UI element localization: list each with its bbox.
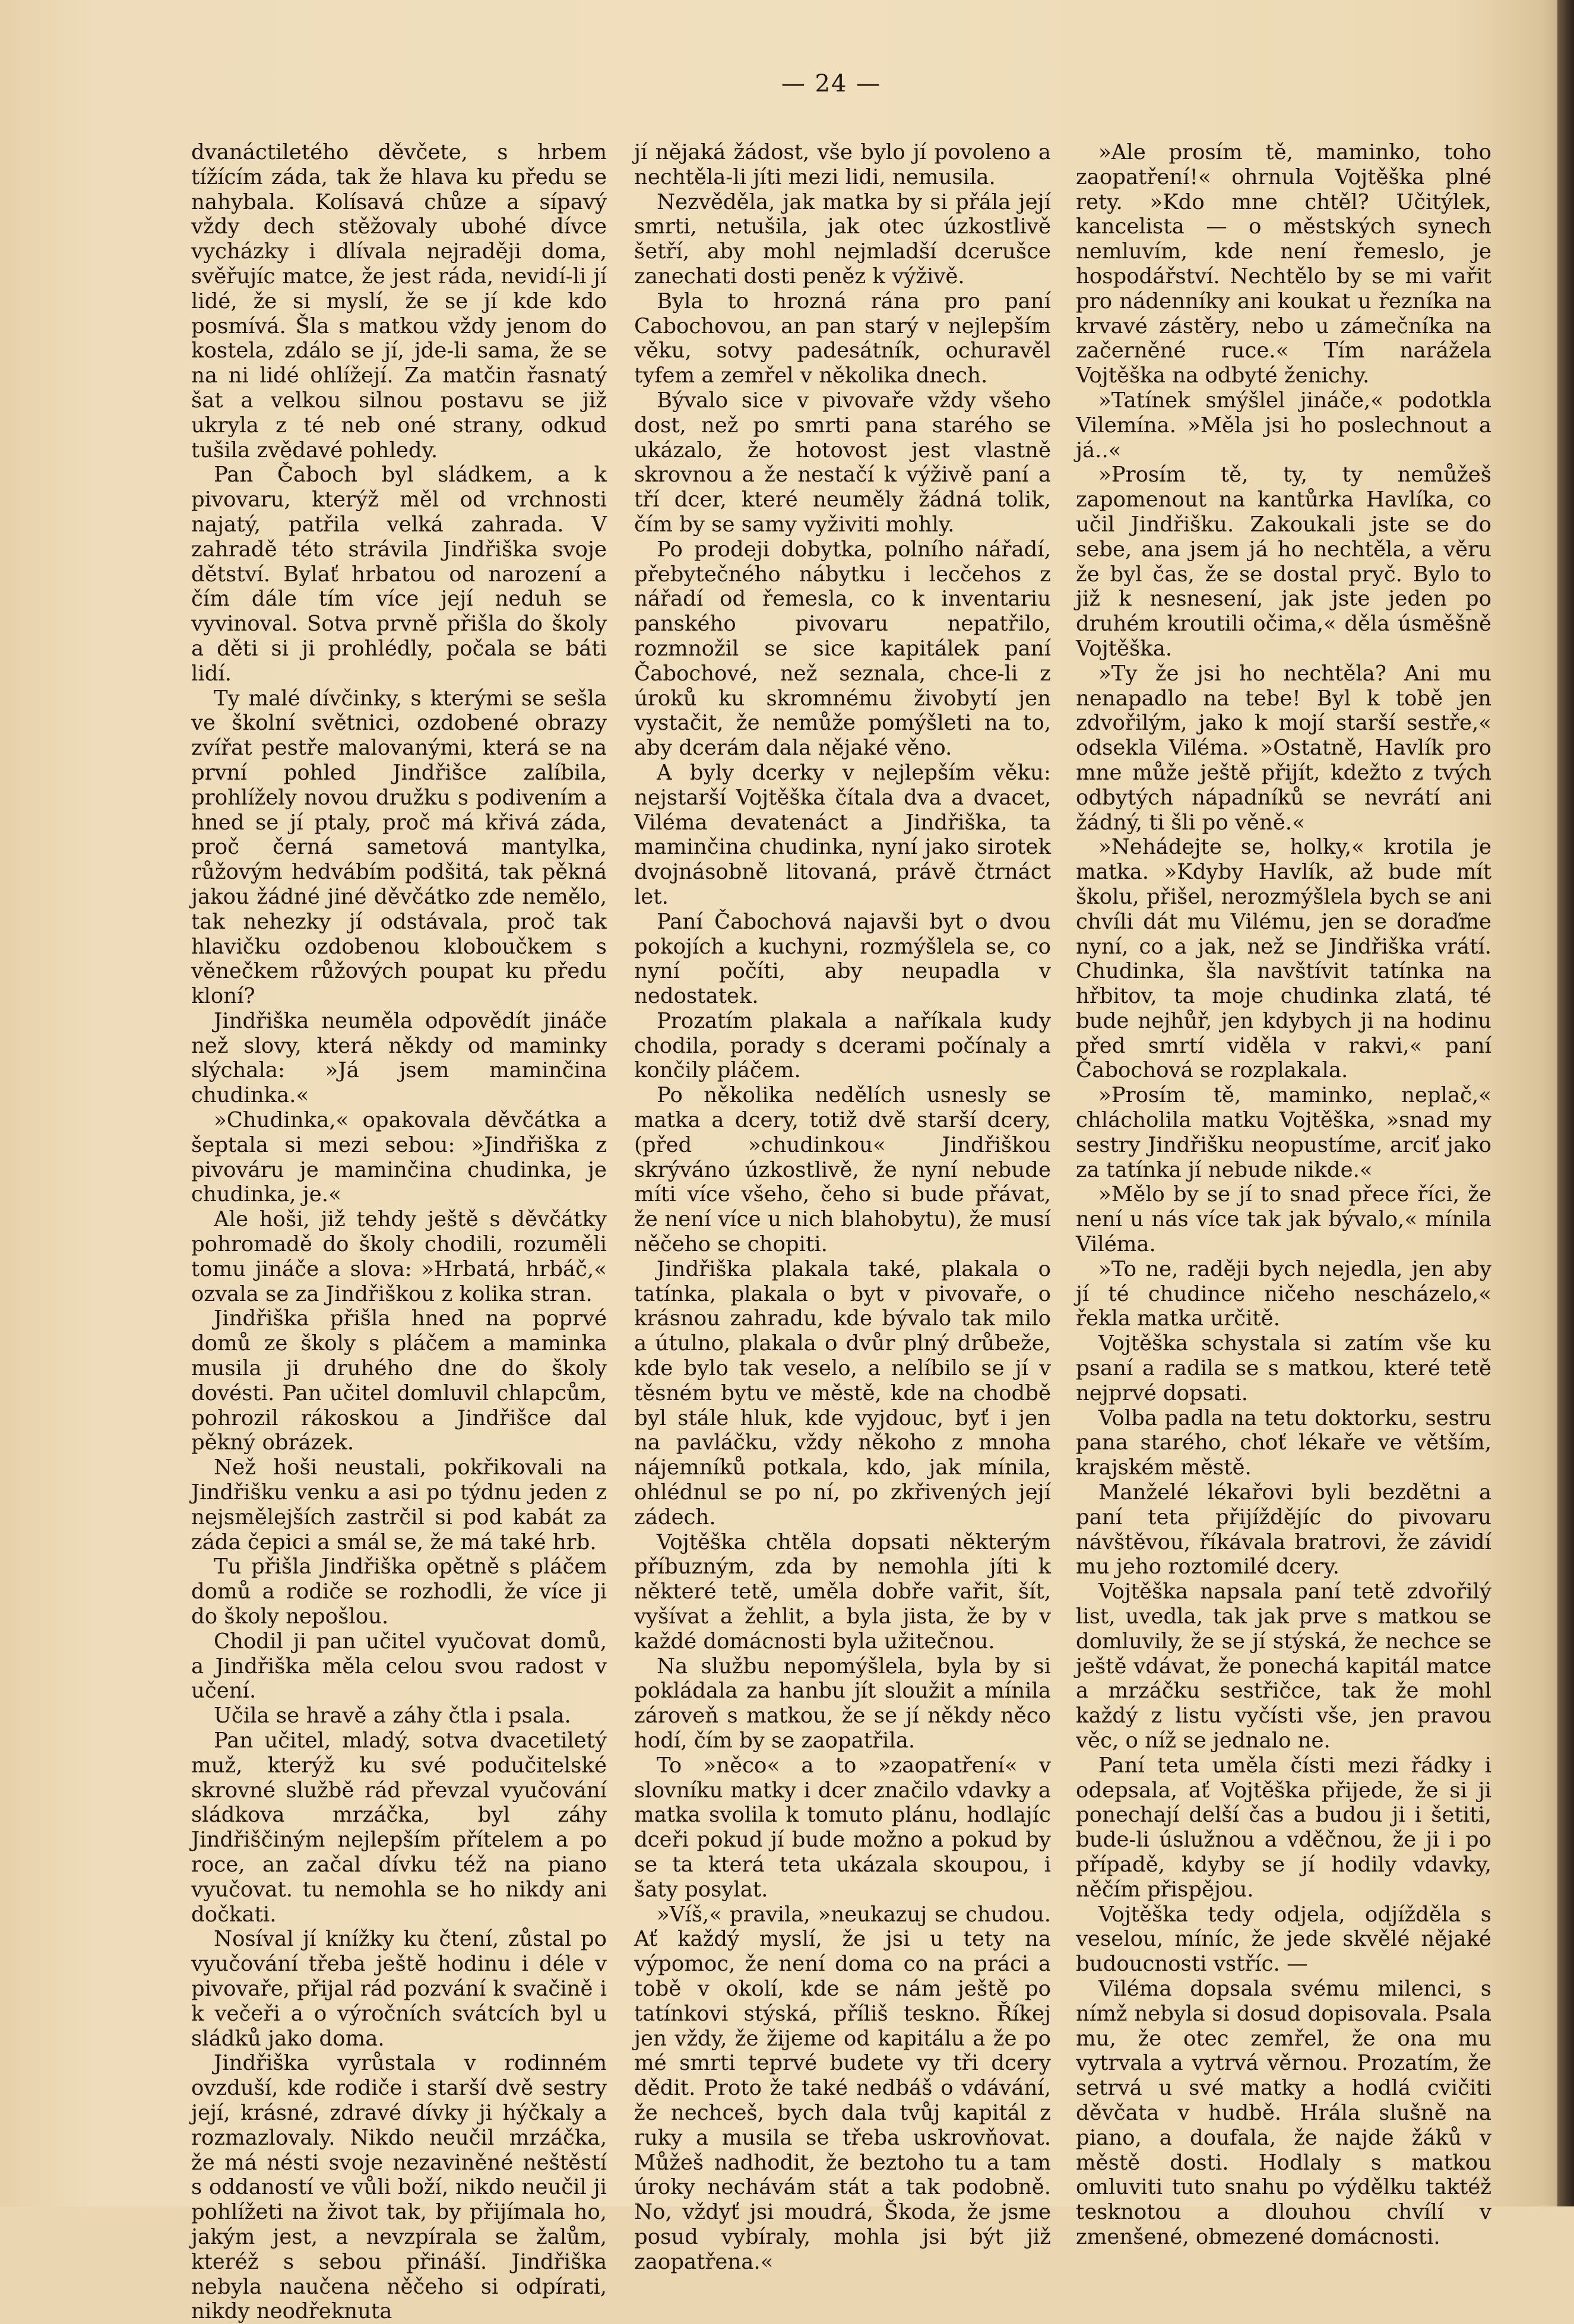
paragraph: Jindřiška plakala také, plakala o tatínka, plakala o byt v pivovaře, o krásnou zahradu, kde bývalo tak milo a útulno, plakala o dvůr plný drůbeže, kde bylo tak veselo, a nelíbilo se jí v těsném bytu ve městě, kde na chodbě byl stále hluk, kde vyjdouc, byť i jen na pavláčku, vždy někoho z mnoha nájemníků potkala, kdo, jak mínila, ohlédnul se po ní, po zkřivených její zádech. — [634, 1256, 1051, 1530]
paragraph: »Víš,« pravila, »neukazuj se chudou. Ať každý myslí, že jsi u tety na výpomoc, že není doma co na práci a tobě v okolí, kde se nám ještě po tatínkovi stýská, příliš teskno. Říkej jen vždy, že žijeme od kapitálu a že po mé smrti teprvé budete vy tři dcery dědit. Proto že také nedbáš o vdávání, že nechceš, bych dala tvůj kapitál z ruky a musila se třeba uskrovňovat. Můžeš nadhodit, že beztoho tu a tam úroky nechávám stát a tak podobně. No, vždyť jsi moudrá, Škoda, že jsme posud vybíraly, mohla jsi být již zaopatřena.« — [634, 1902, 1051, 2274]
paragraph: Vojtěška napsala paní tetě zdvořilý list, uvedla, tak jak prve s matkou se domluvily, že se jí stýská, že nechce se ještě vdávat, že ponechá kapitál matce a mrzáčku sestřičce, tak že mohl každý z listu vyčísti vše, jen pravou věc, o níž se jednalo ne. — [1076, 1579, 1491, 1753]
paragraph: Nezvěděla, jak matka by si přála její smrti, netušila, jak otec úzkostlivě šetří, aby mohl nejmladší dcerušce zanechati dosti peněz k výživě. — [634, 189, 1051, 289]
text-column-left — [191, 140, 607, 2324]
page-edge-shadow — [1557, 0, 1574, 2206]
paragraph: Byla to hrozná rána pro paní Cabochovou, an pan starý v nejlepším věku, sotvy padesátník, ochuravěl tyfem a zemřel v několika dnech. — [634, 289, 1051, 388]
paragraph: Po několika nedělích usnesly se matka a dcery, totiž dvě starší dcery, (před »chudinkou« Jindřiškou skrýváno úzkostlivě, že nyní nebude míti více všeho, čeho si bude přávat, že není více u nich blahobytu), že musí něčeho se chopiti. — [634, 1083, 1051, 1257]
paragraph: »Prosím tě, maminko, neplač,« chlácholila matku Vojtěška, »snad my sestry Jindřišku neopustíme, arciť jako za tatínka jí nebude nikde.« — [1076, 1083, 1491, 1182]
paragraph: jí nějaká žádost, vše bylo jí povoleno a nechtěla-li jíti mezi lidi, nemusila. — [634, 140, 1051, 189]
paragraph: Jindřiška neuměla odpovědít jináče než slovy, která někdy od maminky slýchala: »Já jsem maminčina chudinka.« — [191, 1008, 607, 1108]
paragraph: Ty malé dívčinky, s kterými se sešla ve školní světnici, ozdobené obrazy zvířat pestře malovanými, která se na první pohled Jindřišce zalíbila, prohlížely novou družku s podivením a hned se jí ptaly, proč má křivá záda, proč černá sametová mantylka, růžovým hedvábím podšitá, tak pěkná jakou žádné jiné děvčátko zde nemělo, tak nehezky jí odstávala, proč tak hlavičku ozdobenou kloboučkem s věnečkem růžových poupat ku předu kloní? — [191, 686, 607, 1009]
text-column-middle — [634, 140, 1051, 2275]
paragraph: Jindřiška přišla hned na poprvé domů ze školy s pláčem a maminka musila ji druhého dne do školy dovésti. Pan učitel domluvil chlapcům, pohrozil rákoskou a Jindřišce dal pěkný obrázek. — [191, 1306, 607, 1455]
text-column-right — [1076, 140, 1491, 2250]
paragraph: Než hoši neustali, pokřikovali na Jindřišku venku a asi po týdnu jeden z nejsmělejších zastrčil si pod kabát za záda čepici a smál se, že má také hrb. — [191, 1455, 607, 1554]
paragraph: Vojtěška tedy odjela, odjížděla s veselou, míníc, že jede skvělé nějaké budoucnosti vstříc. — — [1076, 1902, 1491, 1977]
paragraph: Volba padla na tetu doktorku, sestru pana starého, choť lékaře ve větším, krajském městě. — [1076, 1405, 1491, 1480]
paragraph: Vojtěška schystala si zatím vše ku psaní a radila se s matkou, které tetě nejprvé dopsati. — [1076, 1331, 1491, 1405]
paragraph: »Tatínek smýšlel jináče,« podotkla Vilemína. »Měla jsi ho poslechnout a já..« — [1076, 388, 1491, 463]
paragraph: »Ty že jsi ho nechtěla? Ani mu nenapadlo na tebe! Byl k tobě jen zdvořilým, jako k mojí starší sestře,« odsekla Viléma. »Ostatně, Havlík pro mne může ještě přijít, kdežto z tvých odbytých nápadníků se nevrátí ani žádný, ti šli po věně.« — [1076, 661, 1491, 835]
paragraph: Nosíval jí knížky ku čtení, zůstal po vyučování třeba ještě hodinu i déle v pivovaře, přijal rád pozvání k svačině i k večeři a o výročních svátcích byl u sládků jako doma. — [191, 1927, 607, 2051]
paragraph: »Chudinka,« opakovala děvčátka a šeptala si mezi sebou: »Jindřiška z pivováru je maminčina chudinka, je chudinka, je.« — [191, 1108, 607, 1207]
paragraph: Tu přišla Jindřiška opětně s pláčem domů a rodiče se rozhodli, že více ji do školy nepošlou. — [191, 1554, 607, 1629]
paragraph: »Mělo by se jí to snad přece říci, že není u nás více tak jak bývalo,« mínila Viléma. — [1076, 1182, 1491, 1257]
paragraph: Prozatím plakala a naříkala kudy chodila, porady s dcerami počínaly a končily pláčem. — [634, 1008, 1051, 1083]
paragraph: Ale hoši, již tehdy ještě s děvčátky pohromadě do školy chodili, rozuměli tomu jináče a slova: »Hrbatá, hrbáč,« ozvala se za Jindřiškou z kolika stran. — [191, 1207, 607, 1306]
paragraph: Manželé lékařovi byli bezdětni a paní teta přijíždějíc do pivovaru návštěvou, říkávala bratrovi, že závidí mu jeho roztomilé dcery. — [1076, 1480, 1491, 1579]
paragraph: Paní Čabochová najavši byt o dvou pokojích a kuchyni, rozmýšlela se, co nyní počíti, aby neupadla v nedostatek. — [634, 909, 1051, 1009]
paragraph: Učila se hravě a záhy čtla i psala. — [214, 1704, 571, 1728]
paragraph: »To ne, raději bych nejedla, jen aby jí té chudince ničeho nescházelo,« řekla matka určitě. — [1076, 1256, 1491, 1331]
paragraph: Chodil ji pan učitel vyučovat domů, a Jindřiška měla celou svou radost v učení. — [191, 1629, 607, 1704]
paragraph: Pan učitel, mladý, sotva dvacetiletý muž, kterýž ku své podučitelské skrovné službě rád převzal vyučování sládkova mrzáčka, byl záhy Jindřiščiným nejlepším přítelem a po roce, an začal dívku též na piano vyučovat. tu nemohla se ho nikdy ani dočkati. — [191, 1728, 607, 1927]
page-number: — 24 — — [781, 70, 882, 97]
paragraph: Na službu nepomýšlela, byla by si pokládala za hanbu jít sloužit a mínila zároveň s matkou, že se jí někdy něco hodí, čím by se zaopatřila. — [634, 1654, 1051, 1753]
paragraph: »Ale prosím tě, maminko, toho zaopatření!« ohrnula Vojtěška plné rety. »Kdo mne chtěl? Učitýlek, kancelista — o městských synech nemluvím, kde není řemeslo, je hospodářství. Nechtělo by se mi vařit pro nádenníky ani koukat u řezníka na krvavé zástěry, nebo u zámečníka na začerněné ruce.« Tím narážela Vojtěška na odbyté ženichy. — [1076, 140, 1491, 388]
paragraph: To »něco« a to »zaopatření« v slovníku matky i dcer značilo vdavky a matka svolila k tomuto plánu, hodlajíc dceři pokud jí bude možno a pokud by se ta která teta ukázala skoupou, i šaty posylat. — [634, 1753, 1051, 1902]
paragraph: A byly dcerky v nejlepším věku: nejstarší Vojtěška čítala dva a dvacet, Viléma devatenáct a Jindřiška, ta maminčina chudinka, nyní jako sirotek dvojnásobně litovaná, právě čtrnáct let. — [634, 760, 1051, 909]
paragraph: »Prosím tě, ty, ty nemůžeš zapomenout na kantůrka Havlíka, co učil Jindřišku. Zakoukali jste se do sebe, ana jsem já ho nechtěla, a věru že byl čas, že se dostal pryč. Bylo to již k nesnesení, jak jste jeden po druhém kroutili očima,« děla úsměšně Vojtěška. — [1076, 463, 1491, 661]
paragraph: dvanáctiletého děvčete, s hrbem tížícím záda, tak že hlava ku předu se nahybala. Kolísavá chůze a sípavý vždy dech stěžovaly ubohé dívce vycházky i dlívala nejraději doma, svěřujíc matce, že jest ráda, nevidí-li jí lidé, že si myslí, že se jí kde kdo posmívá. Šla s matkou vždy jenom do kostela, zdálo se jí, jde-li sama, že se na ni lidé ohlížejí. Za matčin řasnatý šat a velkou silnou postavu se již ukryla z té neb oné strany, odkud tušila zvědavé pohledy. — [191, 140, 607, 463]
paragraph: Bývalo sice v pivovaře vždy všeho dost, než po smrti pana starého se ukázalo, že hotovost jest vlastně skrovnou a že nestačí k výživě paní a tří dcer, které neuměly žádná tolik, čím by se samy vyživiti mohly. — [634, 388, 1051, 537]
paragraph: »Nehádejte se, holky,« krotila je matka. »Kdyby Havlík, až bude mít školu, přišel, nerozmýšlela bych se ani chvíli dát mu Vilému, jen se doraďme nyní, co a jak, než se Jindřiška vrátí. Chudinka, šla navštívit tatínka na hřbitov, ta moje chudinka zlatá, té bude nejhůř, jen kdybych ji na hodinu před smrtí viděla v rakvi,« paní Čabochová se rozplakala. — [1076, 835, 1491, 1083]
paragraph: Po prodeji dobytka, polního nářadí, přebytečného nábytku i lecčehos z nářadí od řemesla, co k inventariu panského pivovaru nepatřilo, rozmnožil se sice kapitálek paní Čabochové, než seznala, chce-li z úroků ku skromnému živobytí jen vystačit, že nemůže pomýšleti na to, aby dcerám dala nějaké věno. — [634, 537, 1051, 761]
paragraph: Jindřiška vyrůstala v rodinném ovzduší, kde rodiče i starší dvě sestry její, krásné, zdravé dívky ji hýčkaly a rozmazlovaly. Nikdo neučil mrzáčka, že má nésti svoje nezaviněné neštěstí s oddaností ve vůli boží, nikdo neučil ji pohlížeti na život tak, by přijímala ho, jakým jest, a nevzpírala se žalům, kteréž s sebou přináší. Jindřiška nebyla naučena něčeho si odpírati, nikdy neodřeknuta — [191, 2051, 607, 2324]
paragraph: Pan Čaboch byl sládkem, a k pivovaru, kterýž měl od vrchnosti najatý, patřila velká zahrada. V zahradě této strávila Jindřiška svoje dětství. Bylať hrbatou od narození a čím dále tím více její neduh se vyvinoval. Sotva prvně přišla do školy a děti si ji prohlédly, počala se báti lidí. — [191, 463, 607, 686]
paragraph: Paní teta uměla čísti mezi řádky i odepsala, ať Vojtěška přijede, že si ji ponechají delší čas a budou ji i šetiti, bude-li úslužnou a vděčnou, že ji i po případě, kdyby se jí hodily vdavky, něčím přispějou. — [1076, 1753, 1491, 1902]
paragraph: Viléma dopsala svému milenci, s nímž nebyla si dosud dopisovala. Psala mu, že otec zemřel, že ona mu vytrvala a vytrvá věrnou. Prozatím, že setrvá u své matky a hodlá cvičiti děvčata v hudbě. Hrála slušně na piano, a doufala, že najde žáků v městě dosti. Hodlaly s matkou omluviti tuto snahu po výdělku taktéž tesknotou a dlouhou chvílí v zmenšené, obmezené domácnosti. — [1076, 1976, 1491, 2249]
paragraph: Vojtěška chtěla dopsati některým příbuzným, zda by nemohla jíti k některé tetě, uměla dobře vařit, šít, vyšívat a žehlit, a byla jista, že by v každé domácnosti byla užitečnou. — [634, 1530, 1051, 1654]
